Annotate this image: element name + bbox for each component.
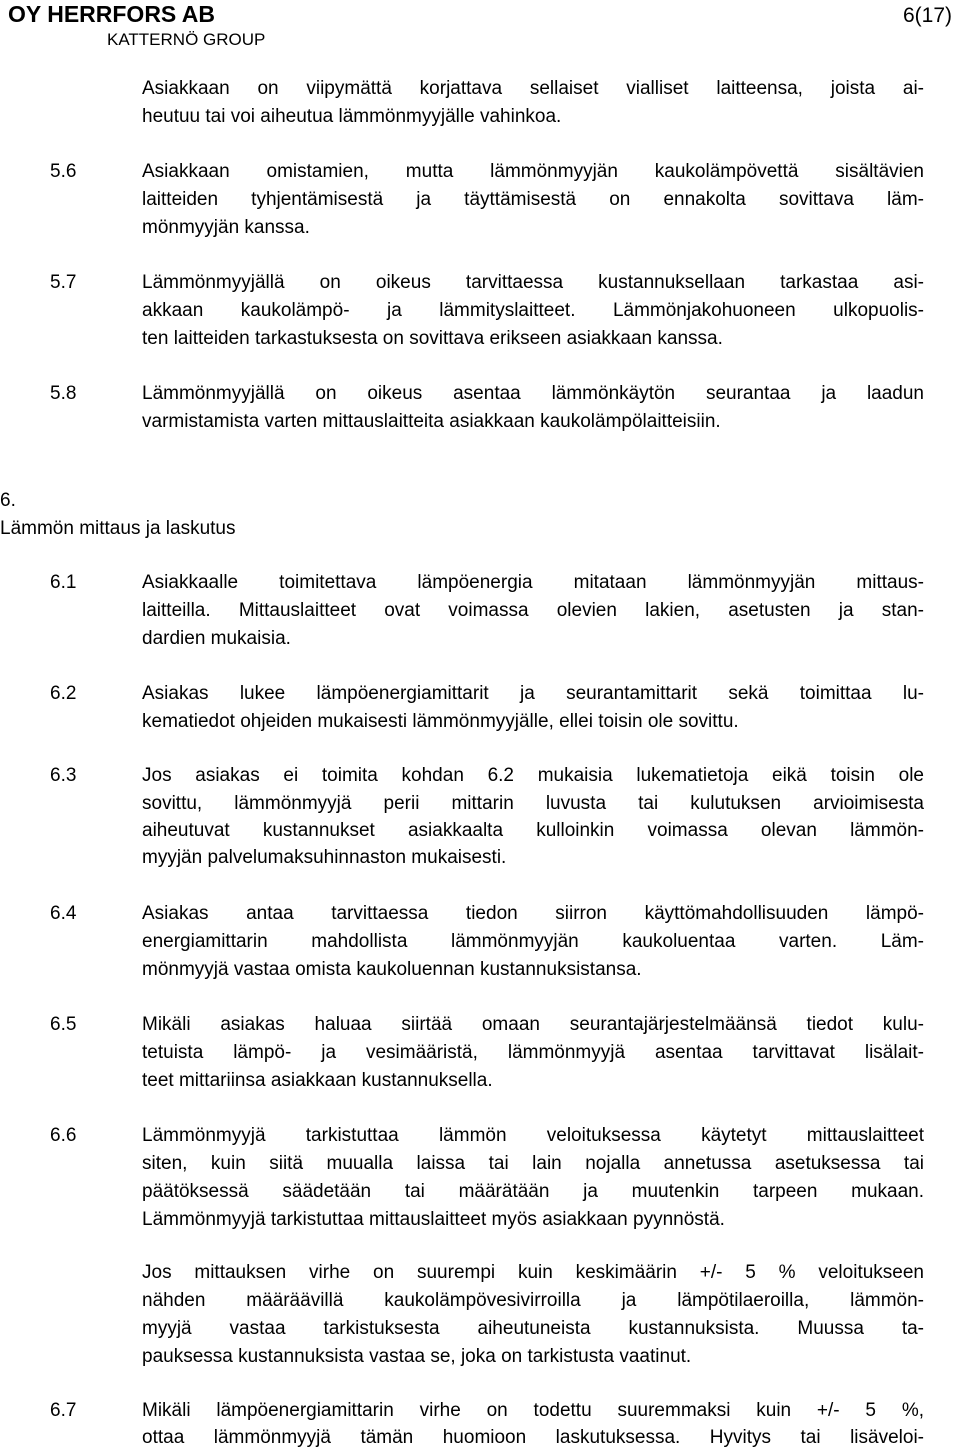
text-line: heutuu tai voi aiheutua lämmönmyyjälle vahinkoa.	[142, 106, 562, 127]
text-line: Asiakkaalle toimitettava lämpöenergia mitataan lämmönmyyjän mittaus-	[142, 572, 924, 593]
text-line: kematiedot ohjeiden mukaisesti lämmönmyyjälle, ellei toisin ole sovittu.	[142, 711, 739, 732]
text-line: Lämmönmyyjällä on oikeus tarvittaessa kustannuksellaan tarkastaa asi-	[142, 272, 924, 293]
clause-number: 6.5	[50, 1014, 77, 1035]
clause-number: 5.8	[50, 383, 77, 404]
page-number: 6(17)	[902, 4, 952, 27]
text-line: tetuista lämpö- ja vesimääristä, lämmönmyyjä asentaa tarvittavat lisälait-	[142, 1042, 924, 1063]
clause-number: 5.7	[50, 272, 77, 293]
text-line: varmistamista varten mittauslaitteita asiakkaan kaukolämpölaitteisiin.	[142, 411, 721, 432]
text-line: päätöksessä säädetään tai määrätään ja muutenkin tarpeen mukaan.	[142, 1181, 924, 1202]
clause-number: 6.7	[50, 1400, 77, 1421]
text-line: Lämmönmyyjä tarkistuttaa lämmön veloituksessa käytetyt mittauslaitteet	[142, 1125, 924, 1146]
text-line: Mikäli asiakas haluaa siirtää omaan seurantajärjestelmäänsä tiedot kulu-	[142, 1014, 924, 1035]
text-line: teet mittariinsa asiakkaan kustannuksella.	[142, 1070, 493, 1091]
text-line: mönmyyjä vastaa omista kaukoluennan kustannuksistansa.	[142, 959, 642, 980]
text-line: aiheutuvat kustannukset asiakkaalta kulloinkin voimassa olevan lämmön-	[142, 820, 924, 841]
clause-number: 6.4	[50, 903, 77, 924]
text-line: Asiakas lukee lämpöenergiamittarit ja seurantamittarit sekä toimittaa lu-	[142, 683, 924, 704]
text-line: ten laitteiden tarkastuksesta on sovittava erikseen asiakkaan kanssa.	[142, 328, 723, 349]
clause-number: 6.6	[50, 1125, 77, 1146]
text-line: Jos asiakas ei toimita kohdan 6.2 mukaisia lukematietoja eikä toisin ole	[142, 765, 924, 786]
clause-number: 6.2	[50, 683, 77, 704]
text-line: akkaan kaukolämpö- ja lämmityslaitteet. Lämmönjakohuoneen ulkopuolis-	[142, 300, 924, 321]
company-name: OY HERRFORS AB	[8, 1, 216, 27]
text-line: nähden määräävillä kaukolämpövesivirroilla ja lämpötilaeroilla, lämmön-	[142, 1290, 924, 1311]
clause-number: 6.1	[50, 572, 77, 593]
text-line: pauksessa kustannuksista vastaa se, joka on tarkistusta vaatinut.	[142, 1346, 692, 1367]
text-line: Asiakas antaa tarvittaessa tiedon siirron käyttömahdollisuuden lämpö-	[142, 903, 924, 924]
text-line: myyjän palvelumaksuhinnaston mukaisesti.	[142, 847, 507, 868]
section-number: 6.	[0, 490, 16, 511]
text-line: myyjä vastaa tarkistuksesta aiheutuneista kustannuksista. Muussa ta-	[142, 1318, 924, 1339]
text-line: Jos mittauksen virhe on suurempi kuin keskimäärin +/- 5 % veloitukseen	[142, 1262, 924, 1283]
text-line: Lämmönmyyjällä on oikeus asentaa lämmönkäytön seurantaa ja laadun	[142, 383, 924, 404]
text-line: siten, kuin siitä muualla laissa tai lain nojalla annetussa asetuksessa tai	[142, 1153, 924, 1174]
text-line: dardien mukaisia.	[142, 628, 291, 649]
text-line: mönmyyjän kanssa.	[142, 217, 310, 238]
text-line: energiamittarin mahdollista lämmönmyyjän kaukoluentaa varten. Läm-	[142, 931, 924, 952]
text-line: sovittu, lämmönmyyjä perii mittarin luvusta tai kulutuksen arvioimisesta	[142, 793, 924, 814]
company-group: KATTERNÖ GROUP	[107, 30, 266, 49]
text-line: ottaa lämmönmyyjä tämän huomioon laskutuksessa. Hyvitys tai lisäveloi-	[142, 1427, 924, 1448]
text-line: Asiakkaan omistamien, mutta lämmönmyyjän kaukolämpövettä sisältävien	[142, 161, 924, 182]
clause-number: 6.3	[50, 765, 77, 786]
clause-number: 5.6	[50, 161, 77, 182]
text-line: Mikäli lämpöenergiamittarin virhe on todettu suuremmaksi kuin +/- 5 %,	[142, 1400, 924, 1421]
section-title: Lämmön mittaus ja laskutus	[0, 518, 236, 539]
text-line: Asiakkaan on viipymättä korjattava sellaiset vialliset laitteensa, joista ai-	[142, 78, 924, 99]
text-line: laitteiden tyhjentämisestä ja täyttämisestä on ennakolta sovittava läm-	[142, 189, 924, 210]
text-line: Lämmönmyyjä tarkistuttaa mittauslaitteet myös asiakkaan pyynnöstä.	[142, 1209, 725, 1230]
text-line: laitteilla. Mittauslaitteet ovat voimassa olevien lakien, asetusten ja stan-	[142, 600, 924, 621]
